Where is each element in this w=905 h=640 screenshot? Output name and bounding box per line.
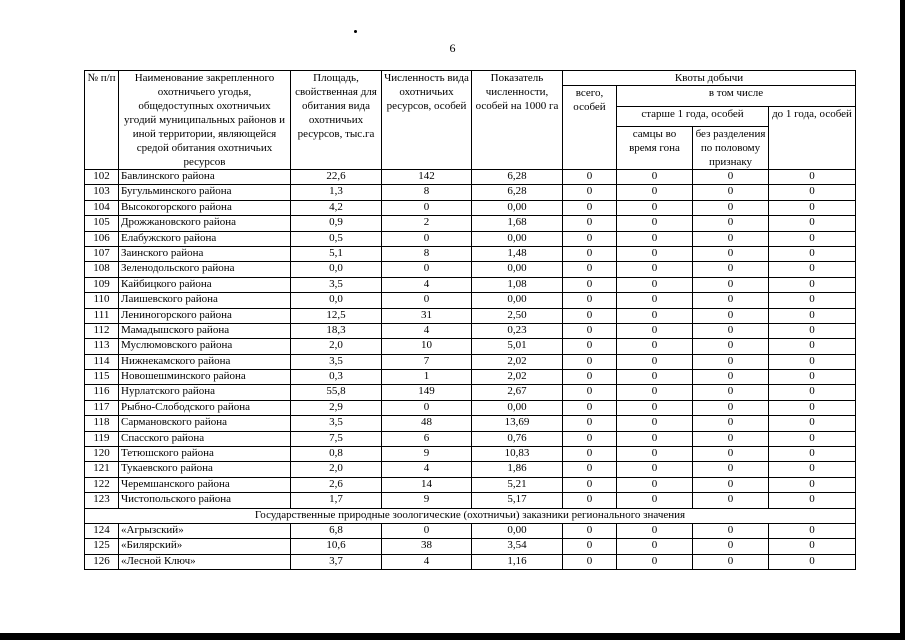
cell-young: 0 (769, 493, 856, 508)
cell-area: 0,5 (291, 231, 382, 246)
cell-total: 0 (563, 308, 617, 323)
cell-nosex: 0 (693, 554, 769, 569)
quota-table (84, 70, 856, 570)
cell-males: 0 (617, 554, 693, 569)
cell-total: 0 (563, 170, 617, 185)
table-body (85, 170, 856, 570)
cell-young: 0 (769, 262, 856, 277)
header-density: Показатель численности, особей на 1000 га (472, 71, 563, 170)
cell-males: 0 (617, 277, 693, 292)
cell-nosex: 0 (693, 493, 769, 508)
table-row (85, 447, 856, 462)
cell-count: 38 (382, 539, 472, 554)
cell-males: 0 (617, 400, 693, 415)
scan-bottom-edge (0, 633, 905, 640)
cell-count: 0 (382, 262, 472, 277)
cell-total: 0 (563, 400, 617, 415)
cell-nosex: 0 (693, 400, 769, 415)
cell-name: «Лесной Ключ» (119, 554, 291, 569)
cell-density: 0,00 (472, 293, 563, 308)
cell-density: 2,02 (472, 354, 563, 369)
cell-males: 0 (617, 462, 693, 477)
cell-density: 0,00 (472, 231, 563, 246)
cell-area: 0,0 (291, 262, 382, 277)
cell-young: 0 (769, 339, 856, 354)
cell-area: 22,6 (291, 170, 382, 185)
cell-density: 0,00 (472, 200, 563, 215)
cell-no: 117 (85, 400, 119, 415)
cell-area: 18,3 (291, 323, 382, 338)
cell-name: Заинского района (119, 246, 291, 261)
cell-males: 0 (617, 447, 693, 462)
cell-males: 0 (617, 185, 693, 200)
cell-no: 115 (85, 370, 119, 385)
table-row (85, 477, 856, 492)
cell-total: 0 (563, 447, 617, 462)
cell-nosex: 0 (693, 539, 769, 554)
cell-name: Бугульминского района (119, 185, 291, 200)
cell-no: 108 (85, 262, 119, 277)
header-including: в том числе (617, 86, 856, 107)
cell-total: 0 (563, 554, 617, 569)
table-row (85, 262, 856, 277)
cell-count: 0 (382, 400, 472, 415)
cell-total: 0 (563, 277, 617, 292)
table-row (85, 416, 856, 431)
cell-name: Спасского района (119, 431, 291, 446)
cell-nosex: 0 (693, 308, 769, 323)
cell-no: 126 (85, 554, 119, 569)
cell-no: 102 (85, 170, 119, 185)
cell-nosex: 0 (693, 477, 769, 492)
cell-density: 2,50 (472, 308, 563, 323)
table-row (85, 231, 856, 246)
table-header (85, 71, 856, 170)
cell-nosex: 0 (693, 293, 769, 308)
header-nosex: без разделения по половому признаку (693, 127, 769, 170)
cell-count: 0 (382, 231, 472, 246)
header-count: Численность вида охотничьих ресурсов, особей (382, 71, 472, 170)
cell-nosex: 0 (693, 385, 769, 400)
cell-males: 0 (617, 354, 693, 369)
cell-no: 111 (85, 308, 119, 323)
header-males: самцы во время гона (617, 127, 693, 170)
cell-males: 0 (617, 385, 693, 400)
table-row (85, 216, 856, 231)
cell-young: 0 (769, 216, 856, 231)
table-row (85, 246, 856, 261)
cell-count: 4 (382, 462, 472, 477)
cell-young: 0 (769, 385, 856, 400)
cell-no: 124 (85, 523, 119, 538)
table-row (85, 339, 856, 354)
cell-name: Высокогорского района (119, 200, 291, 215)
cell-nosex: 0 (693, 370, 769, 385)
cell-young: 0 (769, 416, 856, 431)
cell-total: 0 (563, 262, 617, 277)
cell-young: 0 (769, 308, 856, 323)
table-row (85, 277, 856, 292)
header-area: Площадь, свойственная для обитания вида охотничьих ресурсов, тыс.га (291, 71, 382, 170)
cell-area: 2,6 (291, 477, 382, 492)
cell-nosex: 0 (693, 216, 769, 231)
cell-no: 110 (85, 293, 119, 308)
cell-nosex: 0 (693, 431, 769, 446)
cell-count: 0 (382, 523, 472, 538)
cell-nosex: 0 (693, 231, 769, 246)
table-row (85, 308, 856, 323)
cell-total: 0 (563, 477, 617, 492)
cell-males: 0 (617, 323, 693, 338)
cell-no: 123 (85, 493, 119, 508)
cell-total: 0 (563, 339, 617, 354)
cell-no: 116 (85, 385, 119, 400)
cell-name: Елабужского района (119, 231, 291, 246)
cell-young: 0 (769, 323, 856, 338)
table-row (85, 323, 856, 338)
cell-males: 0 (617, 216, 693, 231)
cell-no: 119 (85, 431, 119, 446)
cell-nosex: 0 (693, 339, 769, 354)
cell-young: 0 (769, 200, 856, 215)
cell-count: 10 (382, 339, 472, 354)
cell-no: 114 (85, 354, 119, 369)
cell-young: 0 (769, 277, 856, 292)
section-row (85, 508, 856, 523)
cell-nosex: 0 (693, 354, 769, 369)
cell-density: 5,21 (472, 477, 563, 492)
cell-area: 3,5 (291, 354, 382, 369)
cell-count: 8 (382, 246, 472, 261)
cell-count: 31 (382, 308, 472, 323)
cell-nosex: 0 (693, 277, 769, 292)
cell-total: 0 (563, 293, 617, 308)
cell-no: 112 (85, 323, 119, 338)
cell-count: 9 (382, 493, 472, 508)
cell-no: 125 (85, 539, 119, 554)
cell-young: 0 (769, 370, 856, 385)
cell-young: 0 (769, 462, 856, 477)
cell-name: Бавлинского района (119, 170, 291, 185)
table-row (85, 170, 856, 185)
cell-area: 0,8 (291, 447, 382, 462)
cell-density: 0,23 (472, 323, 563, 338)
cell-count: 149 (382, 385, 472, 400)
cell-nosex: 0 (693, 416, 769, 431)
cell-males: 0 (617, 477, 693, 492)
cell-total: 0 (563, 216, 617, 231)
page-number: 6 (449, 41, 456, 55)
cell-males: 0 (617, 200, 693, 215)
cell-density: 0,00 (472, 262, 563, 277)
cell-name: Дрожжановского района (119, 216, 291, 231)
section-title: Государственные природные зоологические (охотничьи) заказники регионального значения (85, 508, 856, 523)
cell-males: 0 (617, 416, 693, 431)
cell-total: 0 (563, 431, 617, 446)
cell-name: Кайбицкого района (119, 277, 291, 292)
cell-young: 0 (769, 554, 856, 569)
cell-nosex: 0 (693, 262, 769, 277)
cell-nosex: 0 (693, 170, 769, 185)
cell-total: 0 (563, 416, 617, 431)
cell-area: 7,5 (291, 431, 382, 446)
cell-name: Муслюмовского района (119, 339, 291, 354)
table-row (85, 523, 856, 538)
cell-total: 0 (563, 462, 617, 477)
cell-males: 0 (617, 246, 693, 261)
cell-males: 0 (617, 293, 693, 308)
cell-density: 5,01 (472, 339, 563, 354)
cell-males: 0 (617, 231, 693, 246)
cell-young: 0 (769, 431, 856, 446)
cell-young: 0 (769, 400, 856, 415)
table-row (85, 400, 856, 415)
cell-density: 2,67 (472, 385, 563, 400)
cell-total: 0 (563, 385, 617, 400)
cell-total: 0 (563, 185, 617, 200)
cell-area: 3,5 (291, 277, 382, 292)
cell-males: 0 (617, 431, 693, 446)
table-row (85, 539, 856, 554)
cell-males: 0 (617, 308, 693, 323)
cell-no: 104 (85, 200, 119, 215)
cell-males: 0 (617, 262, 693, 277)
cell-area: 0,3 (291, 370, 382, 385)
table-row (85, 493, 856, 508)
cell-area: 55,8 (291, 385, 382, 400)
cell-name: Лениногорского района (119, 308, 291, 323)
cell-nosex: 0 (693, 323, 769, 338)
cell-density: 0,76 (472, 431, 563, 446)
cell-density: 5,17 (472, 493, 563, 508)
cell-count: 1 (382, 370, 472, 385)
cell-name: Тетюшского района (119, 447, 291, 462)
cell-count: 2 (382, 216, 472, 231)
cell-count: 0 (382, 293, 472, 308)
cell-males: 0 (617, 370, 693, 385)
cell-density: 10,83 (472, 447, 563, 462)
table-row (85, 200, 856, 215)
cell-no: 118 (85, 416, 119, 431)
cell-no: 113 (85, 339, 119, 354)
cell-density: 3,54 (472, 539, 563, 554)
cell-nosex: 0 (693, 200, 769, 215)
cell-young: 0 (769, 246, 856, 261)
cell-count: 8 (382, 185, 472, 200)
cell-count: 4 (382, 554, 472, 569)
cell-young: 0 (769, 477, 856, 492)
cell-area: 3,5 (291, 416, 382, 431)
cell-young: 0 (769, 539, 856, 554)
cell-no: 103 (85, 185, 119, 200)
cell-name: Рыбно-Слободского района (119, 400, 291, 415)
table-row (85, 554, 856, 569)
cell-males: 0 (617, 539, 693, 554)
cell-total: 0 (563, 493, 617, 508)
cell-density: 1,16 (472, 554, 563, 569)
cell-area: 1,7 (291, 493, 382, 508)
cell-no: 107 (85, 246, 119, 261)
cell-nosex: 0 (693, 185, 769, 200)
cell-name: Черемшанского района (119, 477, 291, 492)
cell-density: 1,48 (472, 246, 563, 261)
header-older: старше 1 года, особей (617, 106, 769, 127)
cell-young: 0 (769, 170, 856, 185)
cell-nosex: 0 (693, 462, 769, 477)
cell-name: «Агрызский» (119, 523, 291, 538)
cell-name: Нурлатского района (119, 385, 291, 400)
header-quotas: Квоты добычи (563, 71, 856, 86)
cell-density: 1,86 (472, 462, 563, 477)
cell-count: 0 (382, 200, 472, 215)
cell-count: 9 (382, 447, 472, 462)
cell-count: 6 (382, 431, 472, 446)
cell-total: 0 (563, 539, 617, 554)
cell-total: 0 (563, 200, 617, 215)
cell-area: 2,0 (291, 339, 382, 354)
cell-young: 0 (769, 447, 856, 462)
cell-no: 105 (85, 216, 119, 231)
table-row (85, 385, 856, 400)
cell-nosex: 0 (693, 447, 769, 462)
header-total: всего, особей (563, 86, 617, 170)
cell-area: 10,6 (291, 539, 382, 554)
cell-count: 4 (382, 323, 472, 338)
cell-name: Тукаевского района (119, 462, 291, 477)
cell-young: 0 (769, 231, 856, 246)
cell-count: 7 (382, 354, 472, 369)
cell-name: Мамадышского района (119, 323, 291, 338)
cell-males: 0 (617, 493, 693, 508)
header-name: Наименование закрепленного охотничьего угодья, общедоступных охотничьих угодий муниципальных районов и иной территории, являющейся средой обитания охотничьих ресурсов (119, 71, 291, 170)
cell-area: 6,8 (291, 523, 382, 538)
cell-total: 0 (563, 370, 617, 385)
table-row (85, 185, 856, 200)
cell-no: 106 (85, 231, 119, 246)
table-row (85, 431, 856, 446)
cell-density: 0,00 (472, 400, 563, 415)
cell-count: 48 (382, 416, 472, 431)
cell-total: 0 (563, 246, 617, 261)
cell-area: 0,0 (291, 293, 382, 308)
header-young: до 1 года, особей (769, 106, 856, 170)
cell-name: Нижнекамского района (119, 354, 291, 369)
cell-density: 1,68 (472, 216, 563, 231)
cell-total: 0 (563, 231, 617, 246)
cell-count: 142 (382, 170, 472, 185)
cell-area: 5,1 (291, 246, 382, 261)
cell-no: 122 (85, 477, 119, 492)
table-row (85, 370, 856, 385)
scan-right-edge (900, 0, 905, 640)
cell-young: 0 (769, 354, 856, 369)
cell-males: 0 (617, 170, 693, 185)
cell-nosex: 0 (693, 246, 769, 261)
cell-name: «Билярский» (119, 539, 291, 554)
cell-males: 0 (617, 339, 693, 354)
cell-density: 13,69 (472, 416, 563, 431)
cell-total: 0 (563, 523, 617, 538)
cell-no: 120 (85, 447, 119, 462)
table-row (85, 293, 856, 308)
cell-name: Чистопольского района (119, 493, 291, 508)
cell-total: 0 (563, 354, 617, 369)
cell-area: 4,2 (291, 200, 382, 215)
cell-young: 0 (769, 293, 856, 308)
cell-area: 2,0 (291, 462, 382, 477)
cell-name: Лаишевского района (119, 293, 291, 308)
cell-count: 14 (382, 477, 472, 492)
cell-total: 0 (563, 323, 617, 338)
cell-density: 2,02 (472, 370, 563, 385)
cell-density: 6,28 (472, 170, 563, 185)
cell-density: 0,00 (472, 523, 563, 538)
cell-no: 109 (85, 277, 119, 292)
cell-nosex: 0 (693, 523, 769, 538)
cell-name: Сармановского района (119, 416, 291, 431)
cell-count: 4 (382, 277, 472, 292)
cell-density: 1,08 (472, 277, 563, 292)
cell-no: 121 (85, 462, 119, 477)
cell-area: 3,7 (291, 554, 382, 569)
table-row (85, 462, 856, 477)
cell-area: 0,9 (291, 216, 382, 231)
cell-area: 12,5 (291, 308, 382, 323)
cell-area: 1,3 (291, 185, 382, 200)
scan-speck (354, 30, 357, 33)
table-row (85, 354, 856, 369)
cell-area: 2,9 (291, 400, 382, 415)
cell-males: 0 (617, 523, 693, 538)
cell-name: Новошешминского района (119, 370, 291, 385)
cell-density: 6,28 (472, 185, 563, 200)
header-no: № п/п (85, 71, 119, 170)
cell-name: Зеленодольского района (119, 262, 291, 277)
cell-young: 0 (769, 185, 856, 200)
cell-young: 0 (769, 523, 856, 538)
